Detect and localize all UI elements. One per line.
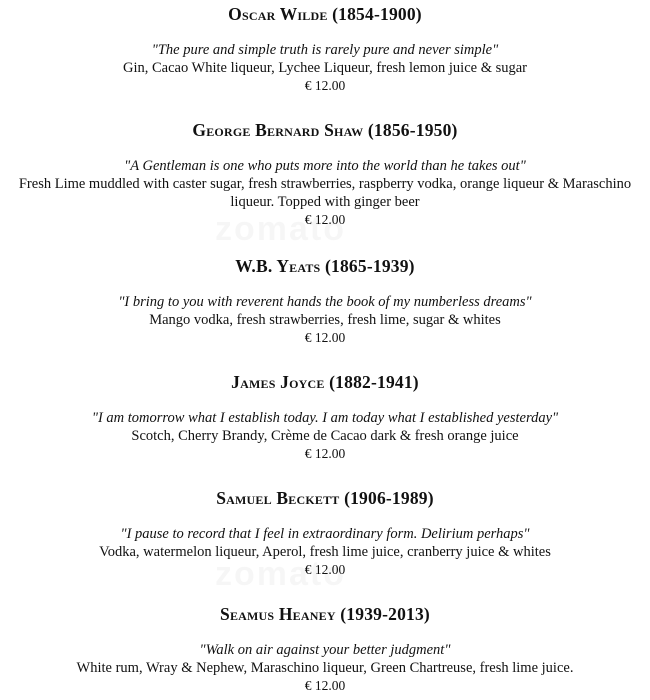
- cocktail-quote: "I bring to you with reverent hands the book of my numberless dreams": [118, 294, 532, 310]
- cocktail-quote: "A Gentleman is one who puts more into the world than he takes out": [124, 158, 526, 174]
- cocktail-quote: "Walk on air against your better judgment": [199, 642, 451, 658]
- cocktail-price: € 12.00: [304, 562, 346, 577]
- cocktail-price: € 12.00: [304, 678, 346, 693]
- cocktail-name: James Joyce (1882-1941): [231, 372, 419, 392]
- cocktail-name: Oscar Wilde (1854-1900): [228, 4, 422, 24]
- cocktail-ingredients: Fresh Lime muddled with caster sugar, fresh strawberries, raspberry vodka, orange liqueur & Maraschino liqueur. Topped with ginger beer: [18, 176, 632, 210]
- menu-item: [0, 120, 650, 229]
- menu-item: [0, 256, 650, 347]
- cocktail-price: € 12.00: [304, 78, 346, 93]
- menu-item: [0, 4, 650, 95]
- cocktail-name: Samuel Beckett (1906-1989): [216, 488, 434, 508]
- cocktail-price: € 12.00: [304, 212, 346, 227]
- cocktail-ingredients: Gin, Cacao White liqueur, Lychee Liqueur, fresh lemon juice & sugar: [122, 60, 528, 76]
- cocktail-name: George Bernard Shaw (1856-1950): [192, 120, 458, 140]
- cocktail-ingredients: Scotch, Cherry Brandy, Crème de Cacao dark & fresh orange juice: [131, 428, 519, 444]
- cocktail-quote: "The pure and simple truth is rarely pure and never simple": [151, 42, 499, 58]
- cocktail-ingredients: Vodka, watermelon liqueur, Aperol, fresh lime juice, cranberry juice & whites: [99, 544, 551, 560]
- cocktail-quote: "I am tomorrow what I establish today. I am today what I established yesterday": [91, 410, 559, 426]
- cocktail-ingredients: White rum, Wray & Nephew, Maraschino liqueur, Green Chartreuse, fresh lime juice.: [76, 660, 574, 676]
- cocktail-price: € 12.00: [304, 446, 346, 461]
- cocktail-quote: "I pause to record that I feel in extraordinary form. Delirium perhaps": [120, 526, 530, 542]
- menu-item: [0, 488, 650, 579]
- cocktail-price: € 12.00: [304, 330, 346, 345]
- cocktail-ingredients: Mango vodka, fresh strawberries, fresh lime, sugar & whites: [149, 312, 501, 328]
- cocktail-name: W.B. Yeats (1865-1939): [235, 256, 415, 276]
- menu-item: [0, 604, 650, 695]
- cocktail-name: Seamus Heaney (1939-2013): [220, 604, 430, 624]
- menu-item: [0, 372, 650, 463]
